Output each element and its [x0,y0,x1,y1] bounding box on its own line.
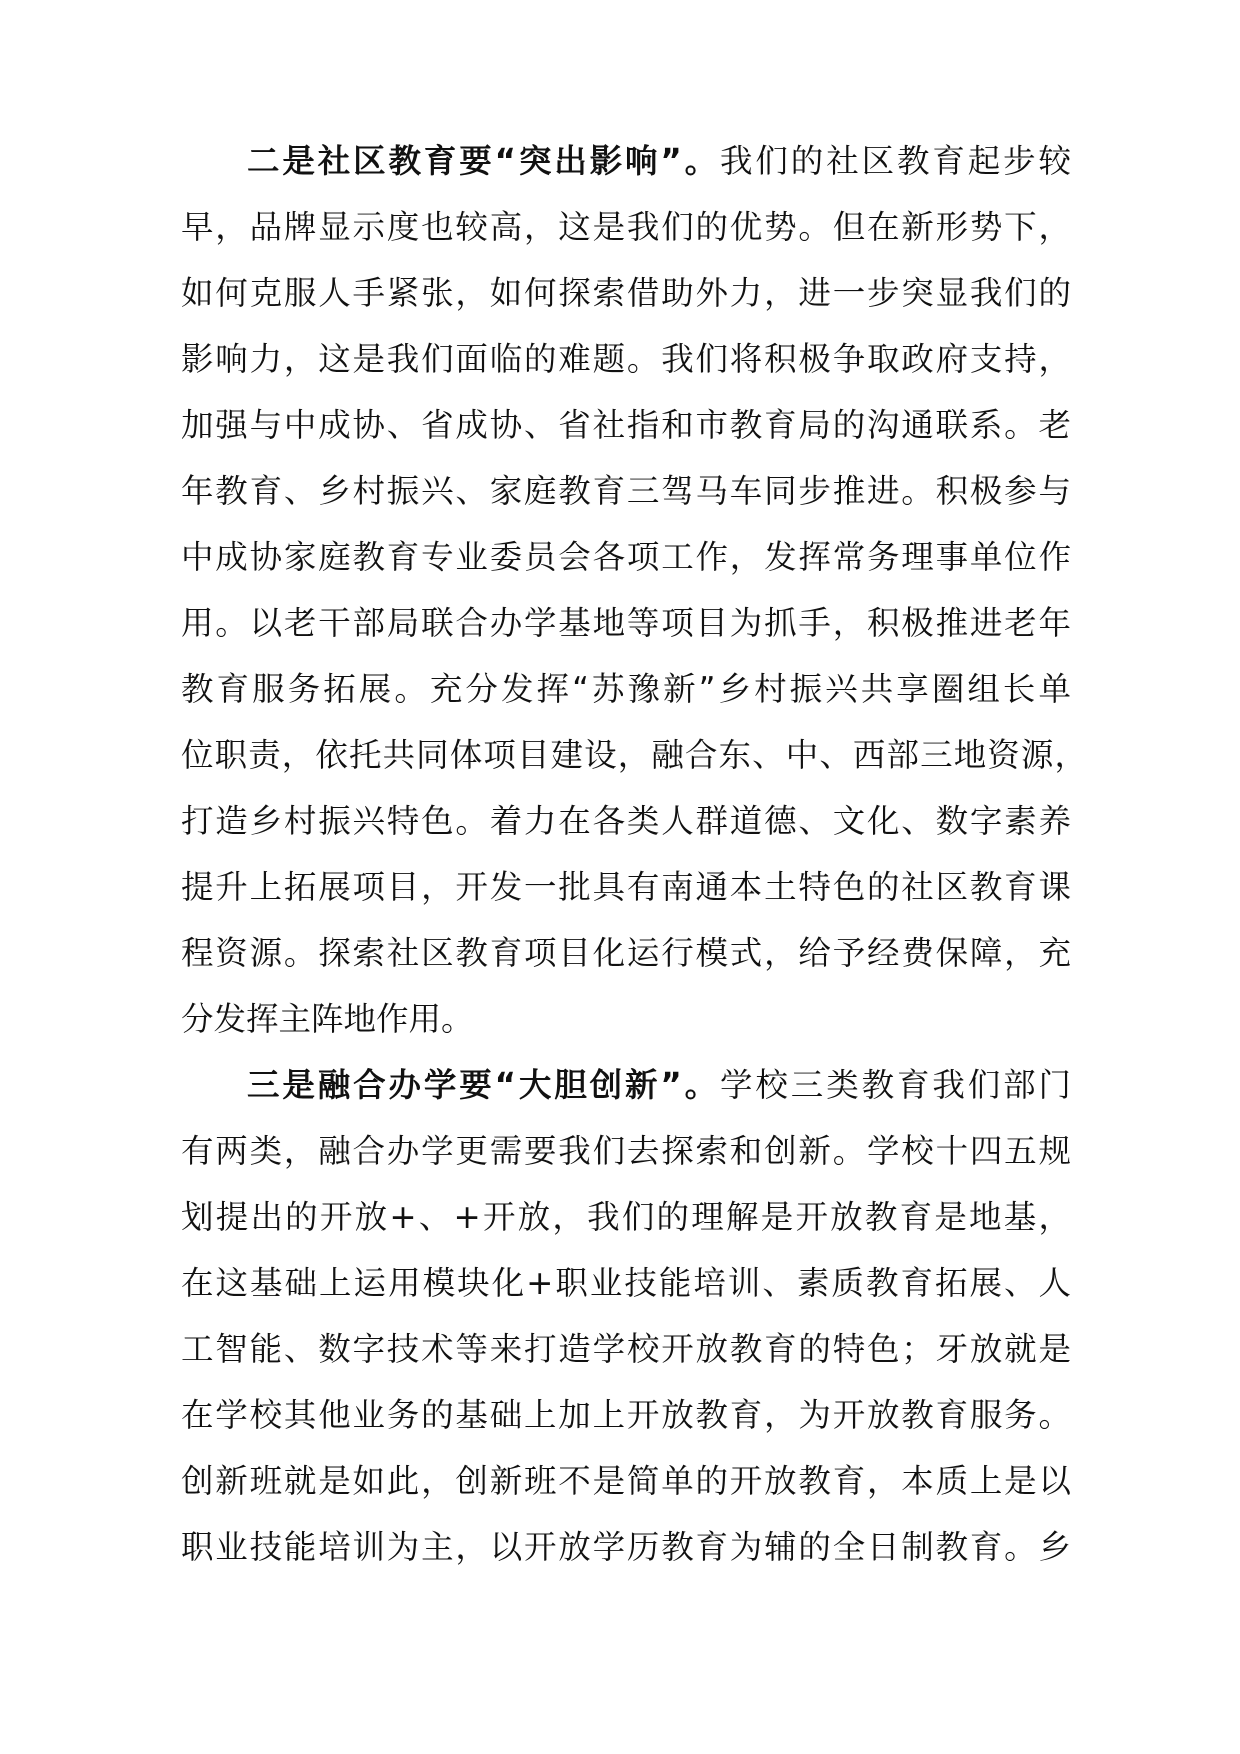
paragraph-1-heading: 二是社区教育要“突出影响”。 [247,142,721,180]
paragraph-1-line-7: 中成协家庭教育专业委员会各项工作，发挥常务理事单位作 [181,538,1071,576]
paragraph-2-line-1-text: 学校三类教育我们部门 [720,1066,1071,1104]
paragraph-1-line-3: 如何克服人手紧张，如何探索借助外力，进一步突显我们的 [181,274,1071,312]
paragraph-1-line-13: 程资源。探索社区教育项目化运行模式，给予经费保障，充 [181,934,1071,972]
paragraph-1-line-8: 用。以老干部局联合办学基地等项目为抓手，积极推进老年 [181,604,1071,642]
paragraph-1-line-1 [181,128,1071,194]
paragraph-2-line-7: 创新班就是如此，创新班不是简单的开放教育，本质上是以 [181,1462,1071,1500]
paragraph-2-line-4: 在这基础上运用模块化+职业技能培训、素质教育拓展、人 [181,1264,1071,1302]
paragraph-2-line-1 [181,1052,1071,1118]
paragraph-1-line-9: 教育服务拓展。充分发挥“苏豫新”乡村振兴共享圈组长单 [181,670,1071,708]
paragraph-2-line-5: 工智能、数字技术等来打造学校开放教育的特色；牙放就是 [181,1330,1071,1368]
paragraph-1-line-1-text: 我们的社区教育起步较 [720,142,1071,180]
paragraph-2-line-2: 有两类，融合办学更需要我们去探索和创新。学校十四五规 [181,1132,1071,1170]
paragraph-1-line-10: 位职责，依托共同体项目建设，融合东、中、西部三地资源， [181,736,1087,774]
paragraph-2-line-6: 在学校其他业务的基础上加上开放教育，为开放教育服务。 [181,1396,1071,1434]
paragraph-2-heading: 三是融合办学要“大胆创新”。 [247,1066,721,1104]
paragraph-1-line-5: 加强与中成协、省成协、省社指和市教育局的沟通联系。老 [181,406,1071,444]
paragraph-1-line-6: 年教育、乡村振兴、家庭教育三驾马车同步推进。积极参与 [181,472,1071,510]
paragraph-1-line-4: 影响力，这是我们面临的难题。我们将积极争取政府支持， [181,340,1071,378]
document-body [181,128,1087,1580]
paragraph-1-line-14: 分发挥主阵地作用。 [181,1000,474,1038]
paragraph-1-line-2: 早，品牌显示度也较高，这是我们的优势。但在新形势下， [181,208,1071,246]
paragraph-2-line-8: 职业技能培训为主，以开放学历教育为辅的全日制教育。乡 [181,1528,1071,1566]
paragraph-1-line-11: 打造乡村振兴特色。着力在各类人群道德、文化、数字素养 [181,802,1071,840]
paragraph-2-line-3: 划提出的开放+、+开放，我们的理解是开放教育是地基， [181,1198,1071,1236]
paragraph-1-line-12: 提升上拓展项目，开发一批具有南通本土特色的社区教育课 [181,868,1071,906]
